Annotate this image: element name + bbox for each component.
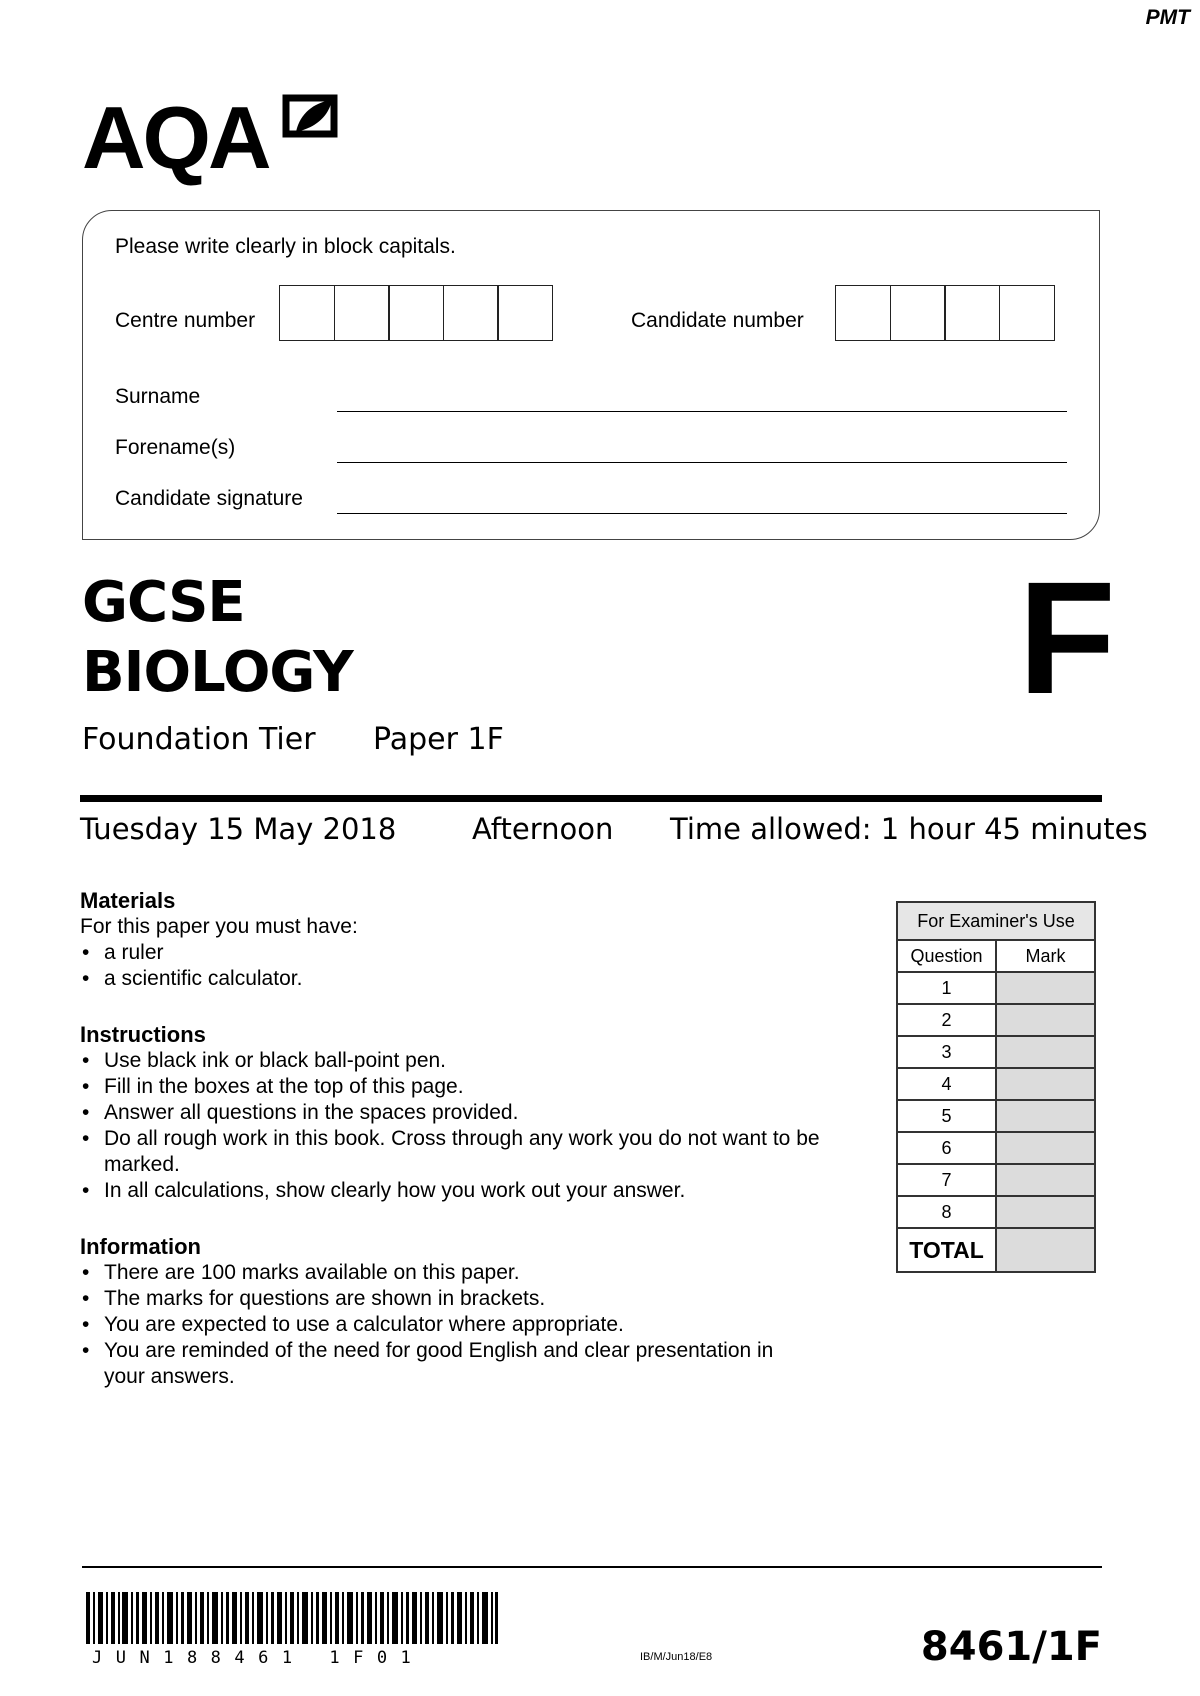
candidate-number-digit[interactable] xyxy=(835,285,891,341)
mark-cell[interactable] xyxy=(996,1036,1095,1068)
instructions-list xyxy=(80,1048,820,1204)
tier-label: Foundation Tier xyxy=(82,722,316,757)
barcode-icon xyxy=(86,1592,498,1644)
tier-letter: F xyxy=(1018,548,1116,727)
mark-cell[interactable] xyxy=(996,1196,1095,1228)
centre-number-digit[interactable] xyxy=(443,285,499,341)
forenames-label: Forename(s) xyxy=(115,436,236,459)
table-row xyxy=(897,1132,1095,1164)
centre-number-digit[interactable] xyxy=(388,285,444,341)
divider-rule xyxy=(80,795,1102,802)
question-number: 5 xyxy=(897,1100,996,1132)
candidate-number-digit[interactable] xyxy=(944,285,1000,341)
centre-number-digit[interactable] xyxy=(334,285,390,341)
centre-number-digit[interactable] xyxy=(279,285,335,341)
list-item: • Use black ink or black ball-point pen. xyxy=(80,1048,820,1074)
block-capitals-instruction: Please write clearly in block capitals. xyxy=(115,235,456,258)
candidate-details-box xyxy=(82,210,1100,540)
table-row xyxy=(897,1100,1095,1132)
question-number: 4 xyxy=(897,1068,996,1100)
paper-label: Paper 1F xyxy=(373,722,504,757)
table-row xyxy=(897,1004,1095,1036)
mark-column-header: Mark xyxy=(996,940,1095,972)
question-number: 7 xyxy=(897,1164,996,1196)
question-number: 2 xyxy=(897,1004,996,1036)
barcode-text: JUN188461 1F01 xyxy=(92,1648,425,1668)
mark-cell[interactable] xyxy=(996,1004,1095,1036)
list-item: • There are 100 marks available on this paper. xyxy=(80,1260,820,1286)
list-item: • Fill in the boxes at the top of this page. xyxy=(80,1074,820,1100)
information-section xyxy=(80,1234,820,1390)
question-number: 6 xyxy=(897,1132,996,1164)
table-row xyxy=(897,1164,1095,1196)
materials-intro: For this paper you must have: xyxy=(80,915,358,938)
question-number: 8 xyxy=(897,1196,996,1228)
list-item: • a scientific calculator. xyxy=(80,966,820,992)
mark-cell[interactable] xyxy=(996,972,1095,1004)
instructions-section xyxy=(80,1022,820,1204)
list-item: • In all calculations, show clearly how you work out your answer. xyxy=(80,1178,820,1204)
list-item: • Do all rough work in this book. Cross through any work you do not want to be marked. xyxy=(80,1126,820,1178)
forenames-line[interactable] xyxy=(337,462,1067,463)
total-row xyxy=(897,1228,1095,1272)
information-heading: Information xyxy=(80,1234,201,1259)
time-allowed: Time allowed: 1 hour 45 minutes xyxy=(670,812,1148,846)
candidate-number-digit[interactable] xyxy=(999,285,1055,341)
mark-cell[interactable] xyxy=(996,1100,1095,1132)
signature-line[interactable] xyxy=(337,513,1067,514)
corner-mark: PMT xyxy=(1145,6,1190,29)
centre-number-digit[interactable] xyxy=(497,285,553,341)
question-number: 1 xyxy=(897,972,996,1004)
surname-line[interactable] xyxy=(337,411,1067,412)
footer-rule xyxy=(82,1566,1102,1568)
total-label: TOTAL xyxy=(897,1228,996,1272)
candidate-number-boxes[interactable] xyxy=(835,285,1053,341)
candidate-number-digit[interactable] xyxy=(890,285,946,341)
total-mark-cell[interactable] xyxy=(996,1228,1095,1272)
list-item: • Answer all questions in the spaces provided. xyxy=(80,1100,820,1126)
signature-label: Candidate signature xyxy=(115,487,303,510)
document-reference: IB/M/Jun18/E8 xyxy=(640,1651,713,1663)
exam-session: Afternoon xyxy=(472,812,614,846)
exam-date: Tuesday 15 May 2018 xyxy=(80,812,397,846)
mark-cell[interactable] xyxy=(996,1164,1095,1196)
subject-title: BIOLOGY xyxy=(82,640,353,705)
instructions-heading: Instructions xyxy=(80,1022,206,1047)
question-column-header: Question xyxy=(897,940,996,972)
mark-cell[interactable] xyxy=(996,1132,1095,1164)
table-row xyxy=(897,972,1095,1004)
materials-section xyxy=(80,888,820,992)
candidate-number-label: Candidate number xyxy=(631,309,804,332)
information-list xyxy=(80,1260,820,1390)
leaf-logo-icon xyxy=(282,92,338,140)
qualification-title: GCSE xyxy=(82,570,245,635)
list-item: • You are reminded of the need for good English and clear presentation in your answers. xyxy=(80,1338,820,1390)
table-row xyxy=(897,1036,1095,1068)
paper-code: 8461/1F xyxy=(920,1624,1102,1670)
examiner-use-table xyxy=(896,901,1096,1273)
table-row xyxy=(897,1068,1095,1100)
centre-number-boxes[interactable] xyxy=(279,285,552,341)
materials-heading: Materials xyxy=(80,888,176,913)
list-item: • a ruler xyxy=(80,940,820,966)
surname-label: Surname xyxy=(115,385,201,408)
list-item: • You are expected to use a calculator where appropriate. xyxy=(80,1312,820,1338)
list-item: • The marks for questions are shown in brackets. xyxy=(80,1286,820,1312)
mark-cell[interactable] xyxy=(996,1068,1095,1100)
aqa-logo xyxy=(82,88,352,188)
table-row xyxy=(897,1196,1095,1228)
materials-list xyxy=(80,940,820,992)
logo-text: AQA xyxy=(82,88,269,187)
examiner-table-title: For Examiner's Use xyxy=(897,902,1095,940)
centre-number-label: Centre number xyxy=(115,309,256,332)
question-number: 3 xyxy=(897,1036,996,1068)
